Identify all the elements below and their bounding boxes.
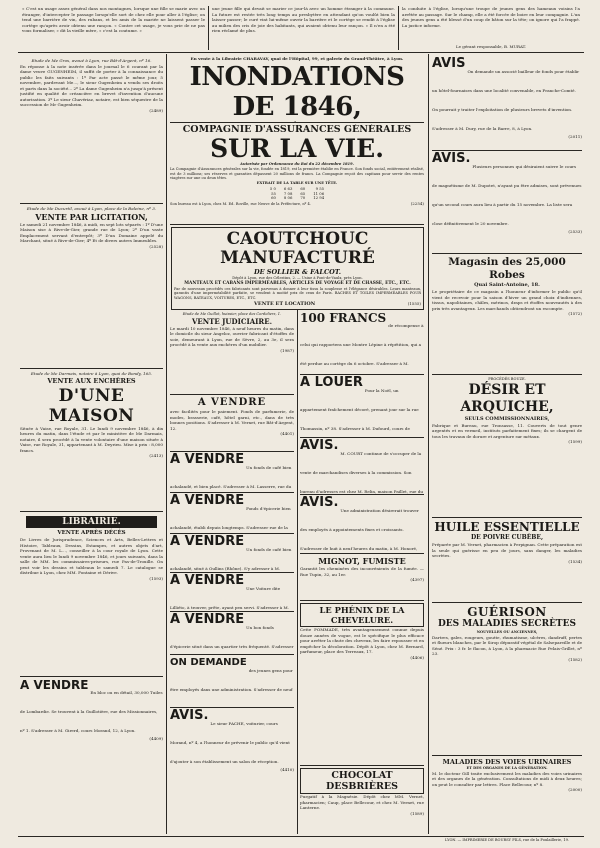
gerant-signature: Le gérant responsable, B. MURAT.: [455, 44, 527, 49]
ad-a-louer: A LOUER Pour la Noël, un appartement fraîchement décoré, prenant jour sur la rue Thomassin, nº 38. S'adresser à M. Dufourd, cours de: [300, 375, 424, 438]
ad-magnetisme: AVIS. Plusieurs personnes qui désiraient suivre le cours de magnétisme de M. Dupotet, n'ayant pu être admises, sont prévenues qu'un second cours aura lieu à partir du 15 novembre. La liste sera close définitivement le 20 novembre. (2533): [432, 151, 582, 254]
right-column: [432, 56, 582, 836]
ad-chocolat: CHOCOLAT DESBRIÈRES Purgatif à la Magnésie. Dépôt chez MM. Vernet, pharmacien; Caup, place Bellecour, et chez M. Vernet, rue Lanterne. (1589): [300, 770, 424, 816]
ad-vente-judiciaire: Etude de Me Guillot, huissier, place des Cordeliers, 1. VENTE JUDICIAIRE. Le mardi 10 novembre 1846, à neuf heures du matin, dans le domicile du sieur Angeloz, ouvrier fabricant d'étoffes de soie, demeurant à Lyon, rue de Sèvre, 2, au 3e, il sera procédé à la vente aux enchères d'un mobilier. (1987): [170, 310, 294, 395]
ad-fonds-epicerie: A VENDRE Fonds d'épicerie bien achalandé, établi depuis longtemps. S'adresser rue de la: [170, 493, 294, 534]
ad-mignot-fumiste: MIGNOT, FUMISTE Garantit les cheminées des inconvénients de la fumée. — Rue Tupin, 32, au 1er. (4397): [300, 554, 424, 601]
center-left-column: [170, 310, 294, 834]
ad-avis-court: AVIS. M. COURT continue de s'occuper de la vente de marchandises diverses à la commission. Son bureau d'adresses est chez M. Relin, maison Paillet, rue du: [300, 438, 423, 494]
insurance-ad: COMPAGNIE D'ASSURANCES GÉNÉRALES SUR LA VIE. Autorisée par Ordonnance du Roi du 22 décembre 1819. La Compagnie d'Assurances générales sur la vie, fondée en 1819, est la première établie en France. Son fonds social, entièrement réalisé, est de 3 millions; ses réserves et garanties dépassent 20 millions de francs. La Compagnie reçoit des capitaux pour servir des rentes viagères sur une ou deux têtes. EXTRAIT DE LA TABLE SUR UNE TÊTE. 5 0 6 63 60 9 55 55 7 08 65 11 06 60 8 06 70 12 94 Son bureau est à Lyon, chez M. Ed. Roville, rue Neuve de la Préfecture, nº 4. (2254): [170, 124, 424, 225]
caoutchouc-ad: CAOUTCHOUC MANUFACTURÉ DE SOLLIER & FALCOT. Dépôt à Lyon, rue des Célestins, 2. — Usine à Pont-de-Vaulx, près Lyon. MANTEAUX ET CABANS IMPERMÉABLES, ARTICLES DE VOYAGE ET DE CHASSE, ETC., ETC. Par de nouveaux procédés ces fabricants sont parvenus à donner à leur tissu la souplesse et l'élégance désirables. Leurs manteaux, garantis d'une imperméabilité parfaite, se vendent à moitié prix de ceux de Paris. BACHES ET TOILES IMPERMÉABLES POUR WAGONS, BATEAUX, VOITURES, ETC., ETC. VENTE ET LOCATION (1555): [171, 227, 424, 310]
imprint: LYON. — IMPRIMERIE DE BOURSY FILS, rue de la Poulaillerie, 19.: [444, 838, 570, 842]
ad-guerison: GUÉRISON DES MALADIES SECRÈTES NOUVELLES OU ANCIENNES, Dartres, gales, rougeurs, goutte, rhumatisme, ulcères, dandruff, pertes et flueurs blanches, par le Sirop dépuratif végétal de Salsepareille et de Séné. Prix : 3 fr. le flacon, à Lyon, à la pharmacie Rue Pelais-Grillet, nº 23. (1582): [432, 603, 582, 756]
table-row: 5 0 6 63 60 9 55: [269, 185, 325, 191]
ad-desir-arquiche: PROCÉDÉS BOUZE. DÉSIR ET ARQUICHE, SEULS COMMISSIONNAIRES, Fabrique et Bureau, rue Tronsasse, 11. Couverts de tout genre argentés et en vermeil, instituts parfaitement fixes; ils se chargent de tous les travaux de dorure et argenture sur métaux. (1599): [432, 375, 582, 518]
ad-voiture: A VENDRE Une Voiture dite Lilliéto, à trouver, prête, ayant peu servi. S'adresser à M.: [170, 573, 294, 612]
feuilleton-left: « C'est un usage assez général dans nos montagnes, lorsque une fille se marie avec un étranger, d'intercepter le passage lorsqu'elle sort de chez elle pour aller à l'église; on tend une barrière de vin, des rubans, et les amis de la mariée ne laissent passer le cortège qu'après avoir obtenu une rançon. « Contre cet usage, je vous prie de ne pas vous formaliser, » dit la vieille mère, « c'est la coutume. »: [22, 6, 205, 34]
ad-librairie: LIBRAIRIE. VENTE APRÈS DÉCÈS De Livres de Jurisprudence, Sciences et Arts, Belles-Lettres et Histoire, Tableaux, Dessins, Estampes, et autres objets d'art, Provenant de M. L..., conseiller à la cour royale de Lyon. Cette vente aura lieu le lundi 9 novembre 1846, et jours suivants, dans la salle de MM. les commissaires-priseurs, rue Pas-de-Trouille. On peut voir les dessins et tableaux le samedi 7. Le catalogue se distribue à Lyon, chez MM. Fontaine et Dérive. (1593): [20, 512, 163, 677]
ad-gugenheim: Etude de Me Gros, avoué à Lyon, rue Bât-d'Argent, nº 16. En réponse à la note insérée dans le journal le 6 courant par la dame veuve GUGENHEIM, il suffit de porter à la connaissance du public les faits suivants : 1º Par acte passé le même jour, 5 novembre, pardevant Me..., le sieur Gugenheim a vendu ses droits et parts dans la société... 2º La dame Gugenheim n'a jusqu'à présent justifié en qualité de créancière en brevet d'invention d'aucune autorisation. 3º Le sieur Chavériaz, notaire, est bien séquestre de la succession de Mr Gugenheim. (2489): [20, 56, 163, 204]
ad-vente-maison: Etude de Me Darmais, notaire à Lyon, quai de Bondy, 165. VENTE AUX ENCHÈRES D'UNE MAISON Située à Vaise, rue Royale, 31. Le lundi 9 novembre 1846, à dix heures du matin, dans l'étude et par le ministère de Me Darmais, notaire, il sera procédé à la vente volontaire d'une maison située à Vaise, rue Royale, 31, appartenant à M. Deyrieu. Mise à prix : 8,000 francs. (2413): [20, 369, 163, 512]
ad-a-vendre-fonds: A VENDRE avec facilités pour le paiement. Fonds de parfumerie, de modes, brasserie, café, hôtel garni, etc., dans de très bonnes positions. S'adresser à M. Vernet, rue Bât-d'Argent, 12. (4401): [170, 395, 294, 452]
ad-avis-pache: AVIS. Le sieur PACHE, voiturier, cours Morand, nº 4, a l'honneur de prévenir le public qu'il vient d'ajouter à son établissement un salon de réception. (4410): [170, 708, 294, 772]
ad-huile-cubebe: HUILE ESSENTIELLE DE POIVRE CUBÈBE, Préparée par M. Vernet, pharmacien à Perpignan. Cette préparation est la seule qui guérisse en peu de jours, sans danger, les maladies secrètes. (1534): [432, 518, 582, 603]
ad-voies-urinaires: MALADIES DES VOIES URINAIRES ET DES ORGANES DE LA GÉNÉRATION. M. le docteur Gill traite exclusivement les maladies des voies urinaires et des organes de la génération. Consultations de midi à deux heures; on peut le consulter par lettres. Place Bellecour, nº 8. (2000): [432, 758, 582, 793]
ad-epicerie-2: A VENDRE Un bon fonds d'épicerie situé dans un quartier très fréquenté. S'adresser: [170, 612, 294, 655]
feuilleton-mid: une jeune fille qui devait se marier ce jour-là avec un homme étranger à la commune. La future est restée très long temps au presbytère en attendant qu'on voulût bien la laisser passer; le curé vint lui-même ouvrir la barrière et le cortège se rendit à l'église au milieu des cris de joie des habitants, qui avaient obtenu leur rançon. » Il n'en a été rien réclamé de plus.: [212, 6, 395, 34]
feuilleton-right: la conduite à l'église, lorsqu'une troupe de jeunes gens des hameaux voisins l'a arrêtée au passage. Sur le champ, elle a été forcée de boire en leur compagnie. L'un des jeunes gens a été blessé d'un coup de bâton sur la tête; on ignore qui l'a frappé. La justice informe.: [402, 6, 580, 28]
ad-100-francs: 100 FRANCS de récompense à celui qui rapportera une Montre Lépine à répétition, qui a été perdue au cortège du 6 octobre. S'adresser à M.: [300, 310, 424, 375]
ad-licitation: Etude de Me Ducurtil, avoué à Lyon, place de la Baleine, nº 3. VENTE PAR LICITATION, Le samedi 21 novembre 1846, à midi, en sept lots séparés : 1º D'une Maison sise à Rive-de-Gier, grande rue de Lyon; 2º D'un vaste Emplacement servant d'entrepôt; 3º D'un Domaine appelé du Marchant, situé à Rive-de-Gier; 4º Et de divers autres Immeubles. (2528): [20, 204, 163, 369]
ad-tuiles: A VENDRE En bloc ou en détail, 30,000 Tuiles de Lombardie. Se trouvent à la Guillotière, rue des Missionnaires, nº 1. S'adresser à M. Girerd, cours Morand, 12, à Lyon. (4409): [20, 678, 163, 741]
ad-on-demande: ON DEMANDE des jeunes gens pour être employés dans une administration. S'adresser de neuf: [170, 655, 294, 708]
rente-table: [266, 187, 328, 201]
table-row: 60 8 06 70 12 94: [271, 195, 325, 201]
center-right-column: [300, 310, 424, 834]
ad-cafe-oullins: A VENDRE Un fonds de café bien achalandé, situé à Oullins (Rhône). S'y adresser à M.: [170, 534, 294, 573]
inondations-ad: En vente à la Librairie CHARAVAY, quai de l'Hôpital, 99, et galerie du Grand-Théâtre, à Lyon. INONDATIONS DE 1846,: [170, 56, 424, 123]
ad-magasin-robes: Magasin des 25,000 Robes Quai Saint-Antoine, 18. Le propriétaire de ce magasin a l'honneur d'informer le public qu'il vient de recevoir pour la saison d'hiver un grand choix d'indiennes, tissus, napolitaines, châles, mérinos, draps et étoffes nouveautés à des prix très avantageux. Les marchands obtiendront un escompte. (1572): [432, 254, 582, 375]
table-row: 55 7 08 65 11 06: [271, 190, 325, 196]
ad-associe: AVIS On demande un associé bailleur de fonds pour établir un hôtel-fournaises dans une localité convenable, en Franche-Comté. On pourrait y traiter l'exploitation de plusieurs brevets d'invention. S'adresser à M. Dury, rue de la Barre, 8, à Lyon. (2011): [432, 56, 582, 151]
ad-phenix-chevelure: LE PHÉNIX DE LA CHEVELURE. Cette POMMADE, très avantageusement connue depuis douze années de vogue, est le spécifique le plus efficace pour arrêter la chute des cheveux, les faire repousser et en empêcher la décoloration. Dépôt à Lyon, chez M. Bernard, parfumeur, place des Terreaux, 17. (4406): [300, 601, 424, 766]
ad-avis-administration: AVIS. Une administration désirerait trouver des employés à appointements fixes et croissants. S'adresser de huit à neuf heures du matin, à M. Honoré,: [300, 495, 424, 554]
ad-fonds-cafe: A VENDRE Un fonds de café bien achalandé, et bien placé. S'adresser à M. Lasserre, rue du: [170, 452, 294, 493]
left-column: [20, 56, 163, 836]
